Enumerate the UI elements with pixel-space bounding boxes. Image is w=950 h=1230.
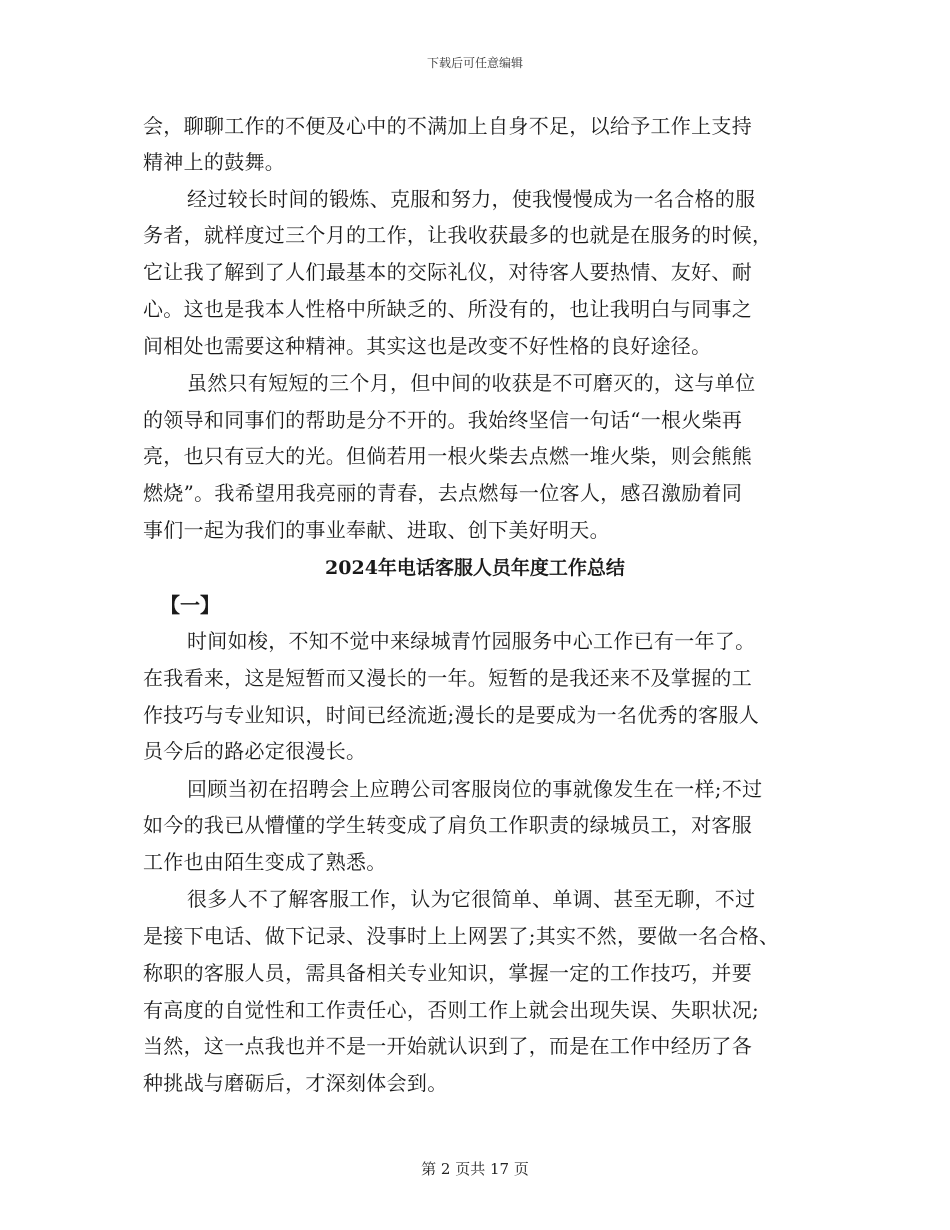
body-line: 是接下电话、做下记录、没事时上上网罢了;其实不然，要做一名合格、 <box>143 924 780 948</box>
body-line: 很多人不了解客服工作，认为它很简单、单调、甚至无聊，不过 <box>187 887 756 911</box>
page-header: 下载后可任意编辑 <box>426 56 523 70</box>
body-line: 时间如梭，不知不觉中来绿城青竹园服务中心工作已有一年了。 <box>187 629 756 653</box>
body-line: 心。这也是我本人性格中所缺乏的、所没有的，也让我明白与同事之 <box>143 297 752 321</box>
body-line: 经过较长时间的锻炼、克服和努力，使我慢慢成为一名合格的服 <box>187 187 756 211</box>
section-label: 【一】 <box>160 593 220 617</box>
body-line: 当然，这一点我也并不是一开始就认识到了，而是在工作中经历了各 <box>143 1034 752 1058</box>
body-line: 务者，就样度过三个月的工作，让我收获最多的也就是在服务的时候， <box>143 223 773 247</box>
body-line: 员今后的路必定很漫长。 <box>143 739 367 763</box>
body-line: 精神上的鼓舞。 <box>143 150 286 174</box>
body-line: 事们一起为我们的事业奉献、进取、创下美好明天。 <box>143 518 610 542</box>
body-line: 虽然只有短短的三个月，但中间的收获是不可磨灭的，这与单位 <box>187 371 756 395</box>
body-line: 作技巧与专业知识，时间已经流逝;漫长的是要成为一名优秀的客服人 <box>143 703 760 727</box>
document-title: 2024年电话客服人员年度工作总结 <box>325 557 625 579</box>
body-line: 的领导和同事们的帮助是分不开的。我始终坚信一句话“一根火柴再 <box>143 408 743 432</box>
body-line: 亮，也只有豆大的光。但倘若用一根火柴去点燃一堆火柴，则会熊熊 <box>143 444 752 468</box>
body-line: 在我看来，这是短暂而又漫长的一年。短暂的是我还来不及掌握的工 <box>143 666 752 690</box>
body-line: 称职的客服人员，需具备相关专业知识，掌握一定的工作技巧，并要 <box>143 961 752 985</box>
body-line: 工作也由陌生变成了熟悉。 <box>143 850 387 874</box>
body-line: 燃烧”。我希望用我亮丽的青春，去点燃每一位客人，感召激励着同 <box>143 481 743 505</box>
body-line: 会，聊聊工作的不便及心中的不满加上自身不足，以给予工作上支持 <box>143 114 752 138</box>
body-line: 间相处也需要这种精神。其实这也是改变不好性格的良好途径。 <box>143 334 712 358</box>
body-line: 回顾当初在招聘会上应聘公司客服岗位的事就像发生在一样;不过 <box>187 777 763 801</box>
body-line: 它让我了解到了人们最基本的交际礼仪，对待客人要热情、友好、耐 <box>143 260 752 284</box>
body-line: 有高度的自觉性和工作责任心，否则工作上就会出现失误、失职状况; <box>143 998 760 1022</box>
page-footer: 第 2 页共 17 页 <box>421 1160 529 1178</box>
body-line: 种挑战与磨砺后，才深刻体会到。 <box>143 1071 448 1095</box>
body-line: 如今的我已从懵懂的学生转变成了肩负工作职责的绿城员工，对客服 <box>143 813 752 837</box>
